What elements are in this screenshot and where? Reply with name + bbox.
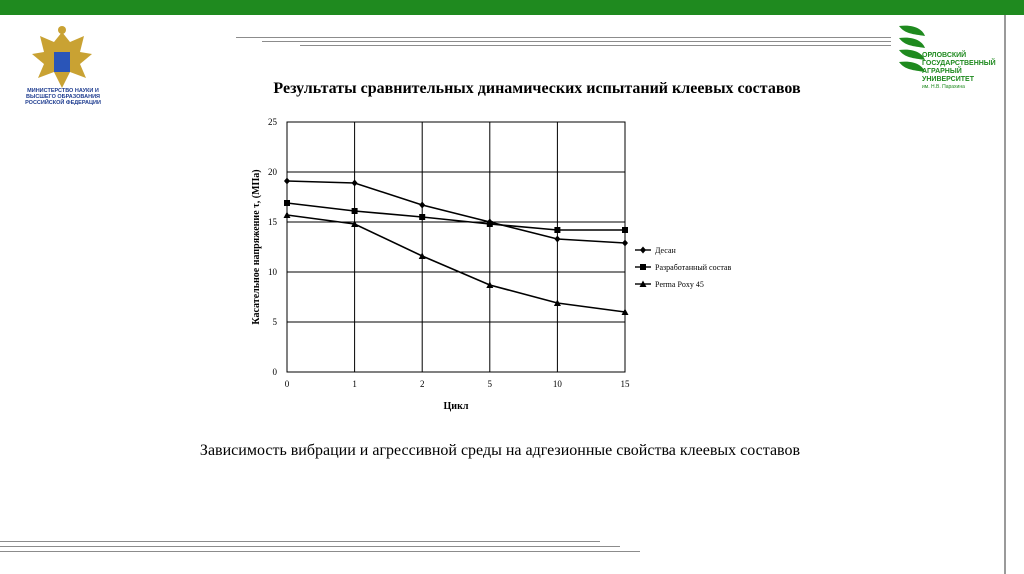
- x-tick-label: 5: [487, 379, 493, 389]
- x-tick-label: 0: [284, 379, 290, 389]
- x-tick-label: 1: [352, 379, 357, 389]
- y-tick-label: 0: [272, 367, 277, 377]
- legend-label: Perma Poxy 45: [655, 280, 704, 289]
- footer-deco-line: [0, 541, 600, 542]
- header-deco-line: [262, 41, 891, 42]
- legend-label: Разработанный состав: [655, 263, 732, 272]
- right-border-line: [1004, 15, 1006, 574]
- series-2-point: [284, 200, 290, 206]
- header-deco-line: [236, 37, 891, 38]
- header-deco-line: [300, 45, 891, 46]
- y-axis-label: Касательное напряжение τ, (МПа): [251, 169, 262, 325]
- x-tick-label: 10: [552, 379, 562, 389]
- legend-marker: [640, 247, 646, 254]
- series-2-point: [554, 227, 560, 233]
- legend-label: Десан: [655, 246, 676, 255]
- y-tick-label: 5: [272, 317, 277, 327]
- series-2-point: [352, 208, 358, 214]
- series-2-point: [487, 221, 493, 227]
- series-2-point: [419, 214, 425, 220]
- university-name: ОРЛОВСКИЙ ГОСУДАРСТВЕННЫЙ АГРАРНЫЙ УНИВЕРСИТЕТ: [922, 52, 996, 83]
- y-tick-label: 25: [268, 117, 277, 127]
- y-tick-label: 15: [268, 217, 277, 227]
- slide-caption: Зависимость вибрации и агрессивной среды на адгезионные свойства клеевых составов: [199, 442, 801, 459]
- x-tick-label: 2: [419, 379, 425, 389]
- series-2-point: [622, 227, 628, 233]
- legend-marker: [640, 264, 646, 270]
- x-axis-label: Цикл: [443, 401, 469, 412]
- slide-title: Результаты сравнительных динамических испытаний клеевых составов: [273, 80, 801, 97]
- y-tick-label: 20: [268, 167, 277, 177]
- line-chart: [236, 112, 766, 417]
- ministry-name: МИНИСТЕРСТВО НАУКИ И ВЫСШЕГО ОБРАЗОВАНИЯ РОССИЙСКОЙ ФЕДЕРАЦИИ: [25, 88, 101, 106]
- plot-area: [287, 122, 625, 372]
- university-subname: им. Н.В. Парахина: [922, 84, 965, 90]
- top-accent-bar: [0, 0, 1024, 15]
- footer-deco-line: [0, 546, 620, 547]
- y-tick-label: 10: [268, 267, 277, 277]
- footer-deco-line: [0, 551, 640, 552]
- x-tick-label: 15: [620, 379, 630, 389]
